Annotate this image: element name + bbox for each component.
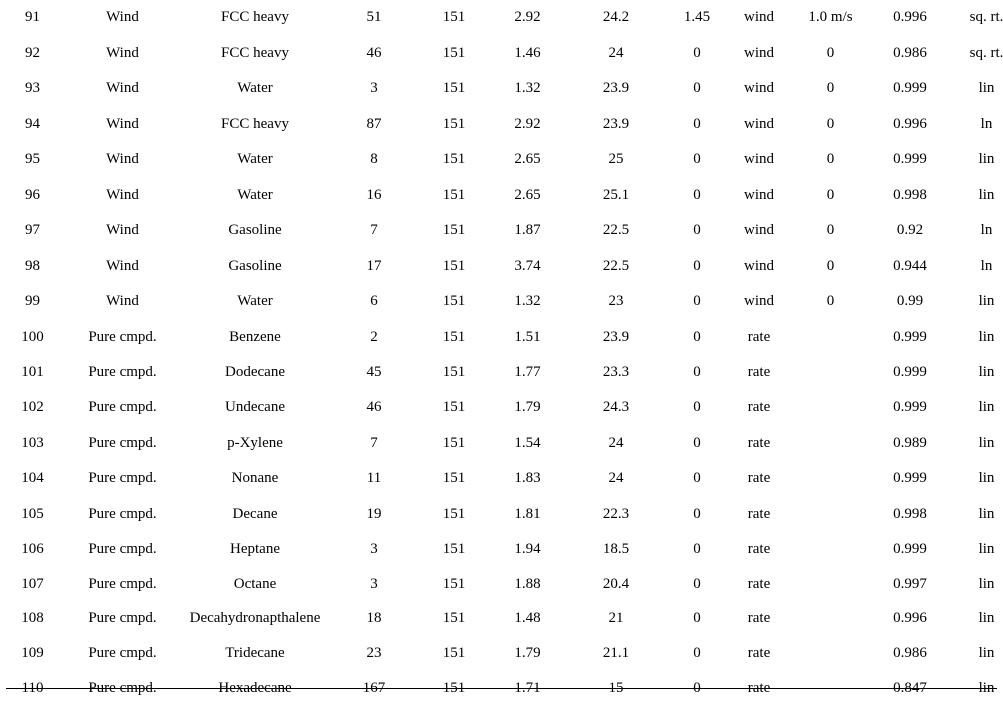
experiment-type-cell: Wind xyxy=(106,115,139,132)
value-b-cell: 151 xyxy=(442,9,466,26)
value-b-cell: 151 xyxy=(442,222,466,239)
value-d-cell: 23.3 xyxy=(602,363,630,380)
value-b-cell: 151 xyxy=(442,80,466,97)
r-squared-cell: 0.996 xyxy=(893,9,927,26)
wind-speed-cell xyxy=(791,390,870,426)
fit-type-cell: lin xyxy=(978,541,995,558)
mode-cell: rate xyxy=(747,399,771,416)
value-d-cell: 24.3 xyxy=(602,399,630,416)
run-number-cell: 103 xyxy=(21,434,44,451)
value-c-cell: 1.79 xyxy=(514,399,541,416)
value-c-cell: 2.65 xyxy=(514,186,541,203)
value-a-cell: 46 xyxy=(366,399,382,416)
fit-type-cell: lin xyxy=(978,575,995,592)
run-number-cell: 98 xyxy=(25,257,40,274)
compound-cell: Hexadecane xyxy=(218,680,292,697)
run-number-cell: 97 xyxy=(25,222,40,239)
compound-cell: Dodecane xyxy=(225,363,285,380)
fit-type-cell: lin xyxy=(978,186,995,203)
fit-type-cell: lin xyxy=(978,470,995,487)
value-a-cell: 7 xyxy=(370,222,378,239)
value-a-cell: 2 xyxy=(370,328,378,345)
value-d-cell: 23.9 xyxy=(602,115,630,132)
wind-speed-cell: 0 xyxy=(826,186,835,203)
value-b-cell: 151 xyxy=(442,575,466,592)
value-b-cell: 151 xyxy=(442,505,466,522)
run-number-cell: 92 xyxy=(25,44,40,61)
compound-cell: FCC heavy xyxy=(221,115,289,132)
wind-speed-cell: 0 xyxy=(826,44,835,61)
value-a-cell: 16 xyxy=(366,186,382,203)
compound-cell: Water xyxy=(237,293,273,310)
r-squared-cell: 0.999 xyxy=(893,80,927,97)
value-e-cell: 0 xyxy=(693,680,701,697)
value-c-cell: 1.54 xyxy=(514,434,541,451)
value-e-cell: 0 xyxy=(693,293,701,310)
value-e-cell: 0 xyxy=(693,399,701,416)
wind-speed-cell xyxy=(791,461,870,497)
compound-cell: Decane xyxy=(232,505,278,522)
fit-type-cell: lin xyxy=(978,80,995,97)
value-b-cell: 151 xyxy=(442,644,466,661)
value-b-cell: 151 xyxy=(442,44,466,61)
value-d-cell: 22.5 xyxy=(602,257,630,274)
fit-type-cell: lin xyxy=(978,680,995,697)
compound-cell: Water xyxy=(237,186,273,203)
value-d-cell: 25.1 xyxy=(602,186,630,203)
mode-cell: rate xyxy=(747,363,771,380)
value-c-cell: 1.32 xyxy=(514,80,541,97)
value-c-cell: 1.32 xyxy=(514,293,541,310)
r-squared-cell: 0.92 xyxy=(896,222,924,239)
fit-type-cell: lin xyxy=(978,644,995,661)
value-b-cell: 151 xyxy=(442,293,466,310)
run-number-cell: 110 xyxy=(21,680,44,697)
value-b-cell: 151 xyxy=(442,363,466,380)
mode-cell: rate xyxy=(747,680,771,697)
run-number-cell: 96 xyxy=(25,186,40,203)
value-b-cell: 151 xyxy=(442,151,466,168)
wind-speed-cell xyxy=(791,426,870,462)
experiment-type-cell: Pure cmpd. xyxy=(88,505,157,522)
fit-type-cell: lin xyxy=(978,399,995,416)
wind-speed-cell xyxy=(791,532,870,568)
compound-cell: Gasoline xyxy=(228,222,282,239)
table-row xyxy=(0,284,1003,320)
wind-speed-cell: 0 xyxy=(826,222,835,239)
mode-cell: rate xyxy=(747,470,771,487)
r-squared-cell: 0.999 xyxy=(893,363,927,380)
wind-speed-cell xyxy=(791,497,870,533)
value-d-cell: 15 xyxy=(608,680,624,697)
value-c-cell: 1.83 xyxy=(514,470,541,487)
r-squared-cell: 0.998 xyxy=(893,186,927,203)
compound-cell: FCC heavy xyxy=(221,9,289,26)
mode-cell: wind xyxy=(744,9,774,26)
value-d-cell: 23.9 xyxy=(602,80,630,97)
run-number-cell: 91 xyxy=(25,9,40,26)
compound-cell: p-Xylene xyxy=(227,434,283,451)
experiment-type-cell: Pure cmpd. xyxy=(88,609,157,626)
table-row xyxy=(0,355,1003,391)
run-number-cell: 102 xyxy=(21,399,44,416)
value-e-cell: 0 xyxy=(693,257,701,274)
value-e-cell: 1.45 xyxy=(683,9,711,26)
compound-cell: Gasoline xyxy=(228,257,282,274)
value-c-cell: 3.74 xyxy=(514,257,541,274)
value-a-cell: 11 xyxy=(366,470,382,487)
mode-cell: rate xyxy=(747,541,771,558)
table-row xyxy=(0,497,1003,533)
experiment-type-cell: Wind xyxy=(106,186,139,203)
wind-speed-cell xyxy=(791,355,870,391)
fit-type-cell: lin xyxy=(978,293,995,310)
compound-cell: Octane xyxy=(233,575,277,592)
value-e-cell: 0 xyxy=(693,575,701,592)
wind-speed-cell: 0 xyxy=(826,257,835,274)
value-d-cell: 22.3 xyxy=(602,505,630,522)
r-squared-cell: 0.944 xyxy=(893,257,927,274)
table-row xyxy=(0,71,1003,107)
table-row xyxy=(0,390,1003,426)
mode-cell: rate xyxy=(747,505,771,522)
r-squared-cell: 0.999 xyxy=(893,328,927,345)
experiment-type-cell: Pure cmpd. xyxy=(88,328,157,345)
value-a-cell: 18 xyxy=(366,609,382,626)
value-a-cell: 46 xyxy=(366,44,382,61)
table-row xyxy=(0,213,1003,249)
value-c-cell: 1.46 xyxy=(514,44,541,61)
compound-cell: Decahydronapthalene xyxy=(189,609,321,626)
compound-cell: Heptane xyxy=(230,541,280,558)
value-a-cell: 19 xyxy=(366,505,382,522)
experiment-type-cell: Pure cmpd. xyxy=(88,541,157,558)
value-e-cell: 0 xyxy=(693,115,701,132)
table-bottom-rule xyxy=(6,688,997,689)
r-squared-cell: 0.847 xyxy=(893,680,927,697)
fit-type-cell: lin xyxy=(978,609,995,626)
table-row xyxy=(0,532,1003,568)
run-number-cell: 105 xyxy=(21,505,44,522)
mode-cell: rate xyxy=(747,434,771,451)
mode-cell: rate xyxy=(747,575,771,592)
value-b-cell: 151 xyxy=(442,257,466,274)
table-row xyxy=(0,0,1003,36)
value-a-cell: 23 xyxy=(366,644,382,661)
value-e-cell: 0 xyxy=(693,363,701,380)
value-b-cell: 151 xyxy=(442,434,466,451)
value-c-cell: 1.88 xyxy=(514,575,541,592)
fit-type-cell: sq. rt. xyxy=(969,9,1003,26)
run-number-cell: 109 xyxy=(21,644,44,661)
value-c-cell: 1.87 xyxy=(514,222,541,239)
run-number-cell: 107 xyxy=(21,575,44,592)
value-d-cell: 21 xyxy=(608,609,624,626)
compound-cell: Benzene xyxy=(229,328,281,345)
mode-cell: wind xyxy=(744,222,774,239)
value-c-cell: 2.92 xyxy=(514,115,541,132)
value-e-cell: 0 xyxy=(693,222,701,239)
value-b-cell: 151 xyxy=(442,609,466,626)
experiment-type-cell: Wind xyxy=(106,9,139,26)
mode-cell: rate xyxy=(747,609,771,626)
fit-type-cell: ln xyxy=(980,222,993,239)
table-row xyxy=(0,601,1003,636)
run-number-cell: 101 xyxy=(21,363,44,380)
value-b-cell: 151 xyxy=(442,470,466,487)
value-d-cell: 24 xyxy=(608,470,624,487)
fit-type-cell: lin xyxy=(978,363,995,380)
value-e-cell: 0 xyxy=(693,151,701,168)
run-number-cell: 99 xyxy=(25,293,40,310)
fit-type-cell: lin xyxy=(978,505,995,522)
wind-speed-cell: 0 xyxy=(826,115,835,132)
value-e-cell: 0 xyxy=(693,644,701,661)
value-d-cell: 22.5 xyxy=(602,222,630,239)
wind-speed-cell xyxy=(791,568,870,601)
value-b-cell: 151 xyxy=(442,328,466,345)
r-squared-cell: 0.989 xyxy=(893,434,927,451)
value-e-cell: 0 xyxy=(693,505,701,522)
mode-cell: wind xyxy=(744,44,774,61)
value-e-cell: 0 xyxy=(693,44,701,61)
value-d-cell: 24 xyxy=(608,434,624,451)
value-d-cell: 20.4 xyxy=(602,575,630,592)
value-c-cell: 1.77 xyxy=(514,363,541,380)
value-c-cell: 1.51 xyxy=(514,328,541,345)
value-c-cell: 1.81 xyxy=(514,505,541,522)
value-a-cell: 3 xyxy=(370,541,378,558)
value-e-cell: 0 xyxy=(693,80,701,97)
experiment-type-cell: Wind xyxy=(106,80,139,97)
compound-cell: Tridecane xyxy=(225,644,285,661)
table-row xyxy=(0,107,1003,143)
value-c-cell: 1.94 xyxy=(514,541,541,558)
wind-speed-cell: 0 xyxy=(826,151,835,168)
compound-cell: Nonane xyxy=(231,470,279,487)
table-row xyxy=(0,568,1003,601)
value-d-cell: 24 xyxy=(608,44,624,61)
wind-speed-cell xyxy=(791,601,870,636)
fit-type-cell: lin xyxy=(978,434,995,451)
experiment-type-cell: Wind xyxy=(106,293,139,310)
mode-cell: wind xyxy=(744,257,774,274)
fit-type-cell: lin xyxy=(978,151,995,168)
r-squared-cell: 0.99 xyxy=(896,293,924,310)
value-e-cell: 0 xyxy=(693,470,701,487)
mode-cell: wind xyxy=(744,293,774,310)
value-d-cell: 18.5 xyxy=(602,541,630,558)
wind-speed-cell xyxy=(791,320,870,355)
r-squared-cell: 0.999 xyxy=(893,151,927,168)
value-a-cell: 3 xyxy=(370,575,378,592)
fit-type-cell: lin xyxy=(978,328,995,345)
run-number-cell: 100 xyxy=(21,328,44,345)
run-number-cell: 104 xyxy=(21,470,44,487)
value-a-cell: 17 xyxy=(366,257,382,274)
r-squared-cell: 0.999 xyxy=(893,541,927,558)
value-e-cell: 0 xyxy=(693,609,701,626)
mode-cell: wind xyxy=(744,151,774,168)
mode-cell: rate xyxy=(747,644,771,661)
run-number-cell: 106 xyxy=(21,541,44,558)
value-c-cell: 1.48 xyxy=(514,609,541,626)
r-squared-cell: 0.998 xyxy=(893,505,927,522)
value-b-cell: 151 xyxy=(442,680,466,697)
mode-cell: wind xyxy=(744,186,774,203)
value-a-cell: 3 xyxy=(370,80,378,97)
table-row xyxy=(0,320,1003,355)
fit-type-cell: ln xyxy=(980,115,993,132)
run-number-cell: 94 xyxy=(25,115,40,132)
r-squared-cell: 0.997 xyxy=(893,575,927,592)
run-number-cell: 93 xyxy=(25,80,40,97)
value-e-cell: 0 xyxy=(693,328,701,345)
table-row xyxy=(0,178,1003,214)
value-a-cell: 7 xyxy=(370,434,378,451)
experiment-type-cell: Pure cmpd. xyxy=(88,470,157,487)
value-a-cell: 8 xyxy=(370,151,378,168)
compound-cell: Undecane xyxy=(225,399,285,416)
experiment-type-cell: Wind xyxy=(106,151,139,168)
table-row xyxy=(0,426,1003,462)
fit-type-cell: ln xyxy=(980,257,993,274)
experiment-type-cell: Pure cmpd. xyxy=(88,575,157,592)
value-c-cell: 1.71 xyxy=(514,680,541,697)
compound-cell: Water xyxy=(237,151,273,168)
value-b-cell: 151 xyxy=(442,186,466,203)
value-e-cell: 0 xyxy=(693,541,701,558)
value-e-cell: 0 xyxy=(693,186,701,203)
compound-cell: Water xyxy=(237,80,273,97)
compound-cell: FCC heavy xyxy=(221,44,289,61)
table-row xyxy=(0,636,1003,672)
experiment-type-cell: Pure cmpd. xyxy=(88,434,157,451)
value-a-cell: 51 xyxy=(366,9,382,26)
value-c-cell: 2.92 xyxy=(514,9,541,26)
mode-cell: wind xyxy=(744,115,774,132)
value-c-cell: 1.79 xyxy=(514,644,541,661)
table-row xyxy=(0,36,1003,72)
value-a-cell: 45 xyxy=(366,363,382,380)
value-b-cell: 151 xyxy=(442,115,466,132)
value-b-cell: 151 xyxy=(442,541,466,558)
value-d-cell: 24.2 xyxy=(602,9,630,26)
value-d-cell: 23 xyxy=(608,293,624,310)
table-row xyxy=(0,461,1003,497)
mode-cell: rate xyxy=(747,328,771,345)
wind-speed-cell: 0 xyxy=(826,293,835,310)
value-e-cell: 0 xyxy=(693,434,701,451)
value-a-cell: 87 xyxy=(366,115,382,132)
r-squared-cell: 0.999 xyxy=(893,399,927,416)
run-number-cell: 95 xyxy=(25,151,40,168)
experiment-type-cell: Wind xyxy=(106,222,139,239)
value-d-cell: 21.1 xyxy=(602,644,630,661)
value-b-cell: 151 xyxy=(442,399,466,416)
mode-cell: wind xyxy=(744,80,774,97)
table-row xyxy=(0,249,1003,285)
experiment-type-cell: Pure cmpd. xyxy=(88,363,157,380)
r-squared-cell: 0.986 xyxy=(893,44,927,61)
run-number-cell: 108 xyxy=(21,609,44,626)
experiment-type-cell: Wind xyxy=(106,257,139,274)
r-squared-cell: 0.996 xyxy=(893,609,927,626)
wind-speed-cell xyxy=(791,636,870,672)
value-a-cell: 6 xyxy=(370,293,378,310)
r-squared-cell: 0.999 xyxy=(893,470,927,487)
fit-type-cell: sq. rt. xyxy=(969,44,1003,61)
value-d-cell: 25 xyxy=(608,151,624,168)
value-d-cell: 23.9 xyxy=(602,328,630,345)
experiment-type-cell: Pure cmpd. xyxy=(88,399,157,416)
experiment-type-cell: Pure cmpd. xyxy=(88,680,157,697)
r-squared-cell: 0.986 xyxy=(893,644,927,661)
value-c-cell: 2.65 xyxy=(514,151,541,168)
r-squared-cell: 0.996 xyxy=(893,115,927,132)
wind-speed-cell: 1.0 m/s xyxy=(808,9,853,26)
value-a-cell: 167 xyxy=(362,680,386,697)
wind-speed-cell: 0 xyxy=(826,80,835,97)
experiment-type-cell: Wind xyxy=(106,44,139,61)
experiment-type-cell: Pure cmpd. xyxy=(88,644,157,661)
table-row xyxy=(0,142,1003,178)
